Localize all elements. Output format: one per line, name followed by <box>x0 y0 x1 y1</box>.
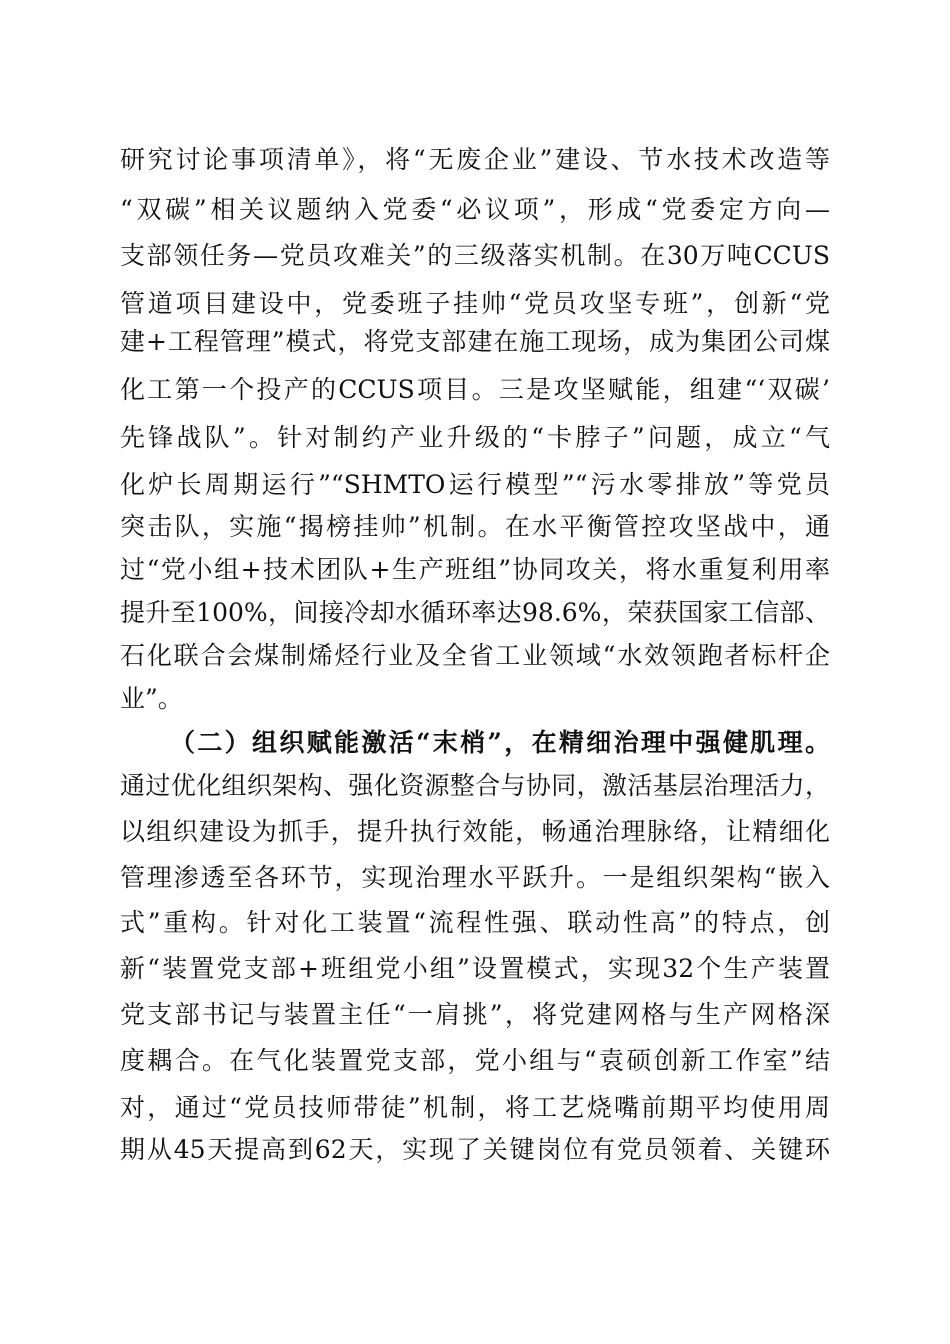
body-text-line: 支部领任务—党员攻难关”的三级落实机制。在30万吨CCUS <box>120 241 830 270</box>
body-text-line: 业”。 <box>120 684 183 713</box>
body-text-line: 通过优化组织架构、强化资源整合与协同，激活基层治理活力， <box>120 771 830 800</box>
body-text-line: 管理渗透至各环节，实现治理水平跃升。一是组织架构“嵌入 <box>120 863 830 892</box>
body-text-line: 以组织建设为抓手，提升执行效能，畅通治理脉络，让精细化 <box>120 817 830 846</box>
body-text-line: 先锋战队”。针对制约产业升级的“卡脖子”问题，成立“气 <box>120 423 830 452</box>
body-text-line: 度耦合。在气化装置党支部，党小组与“袁硕创新工作室”结 <box>120 1046 830 1075</box>
body-text-line: 过“党小组+技术团队+生产班组”协同攻关，将水重复利用率 <box>120 555 830 584</box>
body-text-line: 石化联合会煤制烯烃行业及全省工业领域“水效领跑者标杆企 <box>120 641 830 670</box>
body-text-line: 式”重构。针对化工装置“流程性强、联动性高”的特点，创 <box>120 908 830 937</box>
section-heading: （二）组织赋能激活“末梢”，在精细治理中强健肌理。 <box>170 728 830 757</box>
body-text-line: 期从45天提高到62天，实现了关键岗位有党员领着、关键环 <box>120 1135 830 1164</box>
body-text-line: 提升至100%，间接冷却水循环率达98.6%，荣获国家工信部、 <box>120 598 830 627</box>
body-text-line: 党支部书记与装置主任“一肩挑”，将党建网格与生产网格深 <box>120 1000 830 1029</box>
body-text-line: 化工第一个投产的CCUS项目。三是攻坚赋能，组建“‘双碳’ <box>120 375 830 404</box>
body-text-line: 化炉长周期运行”“SHMTO运行模型”“污水零排放”等党员 <box>120 470 830 499</box>
body-text-line: 对，通过“党员技师带徒”机制，将工艺烧嘴前期平均使用周 <box>120 1093 830 1122</box>
body-text-line: 研究讨论事项清单》，将“无废企业”建设、节水技术改造等 <box>120 145 830 174</box>
body-text-line: 建+工程管理”模式，将党支部建在施工现场，成为集团公司煤 <box>120 327 830 356</box>
body-text-line: 管道项目建设中，党委班子挂帅“党员攻坚专班”，创新“党 <box>120 289 830 318</box>
body-text-line: “双碳”相关议题纳入党委“必议项”，形成“党委定方向— <box>120 195 830 224</box>
body-text-line: 突击队，实施“揭榜挂帅”机制。在水平衡管控攻坚战中，通 <box>120 512 830 541</box>
body-text-line: 新“装置党支部+班组党小组”设置模式，实现32个生产装置 <box>120 954 830 983</box>
